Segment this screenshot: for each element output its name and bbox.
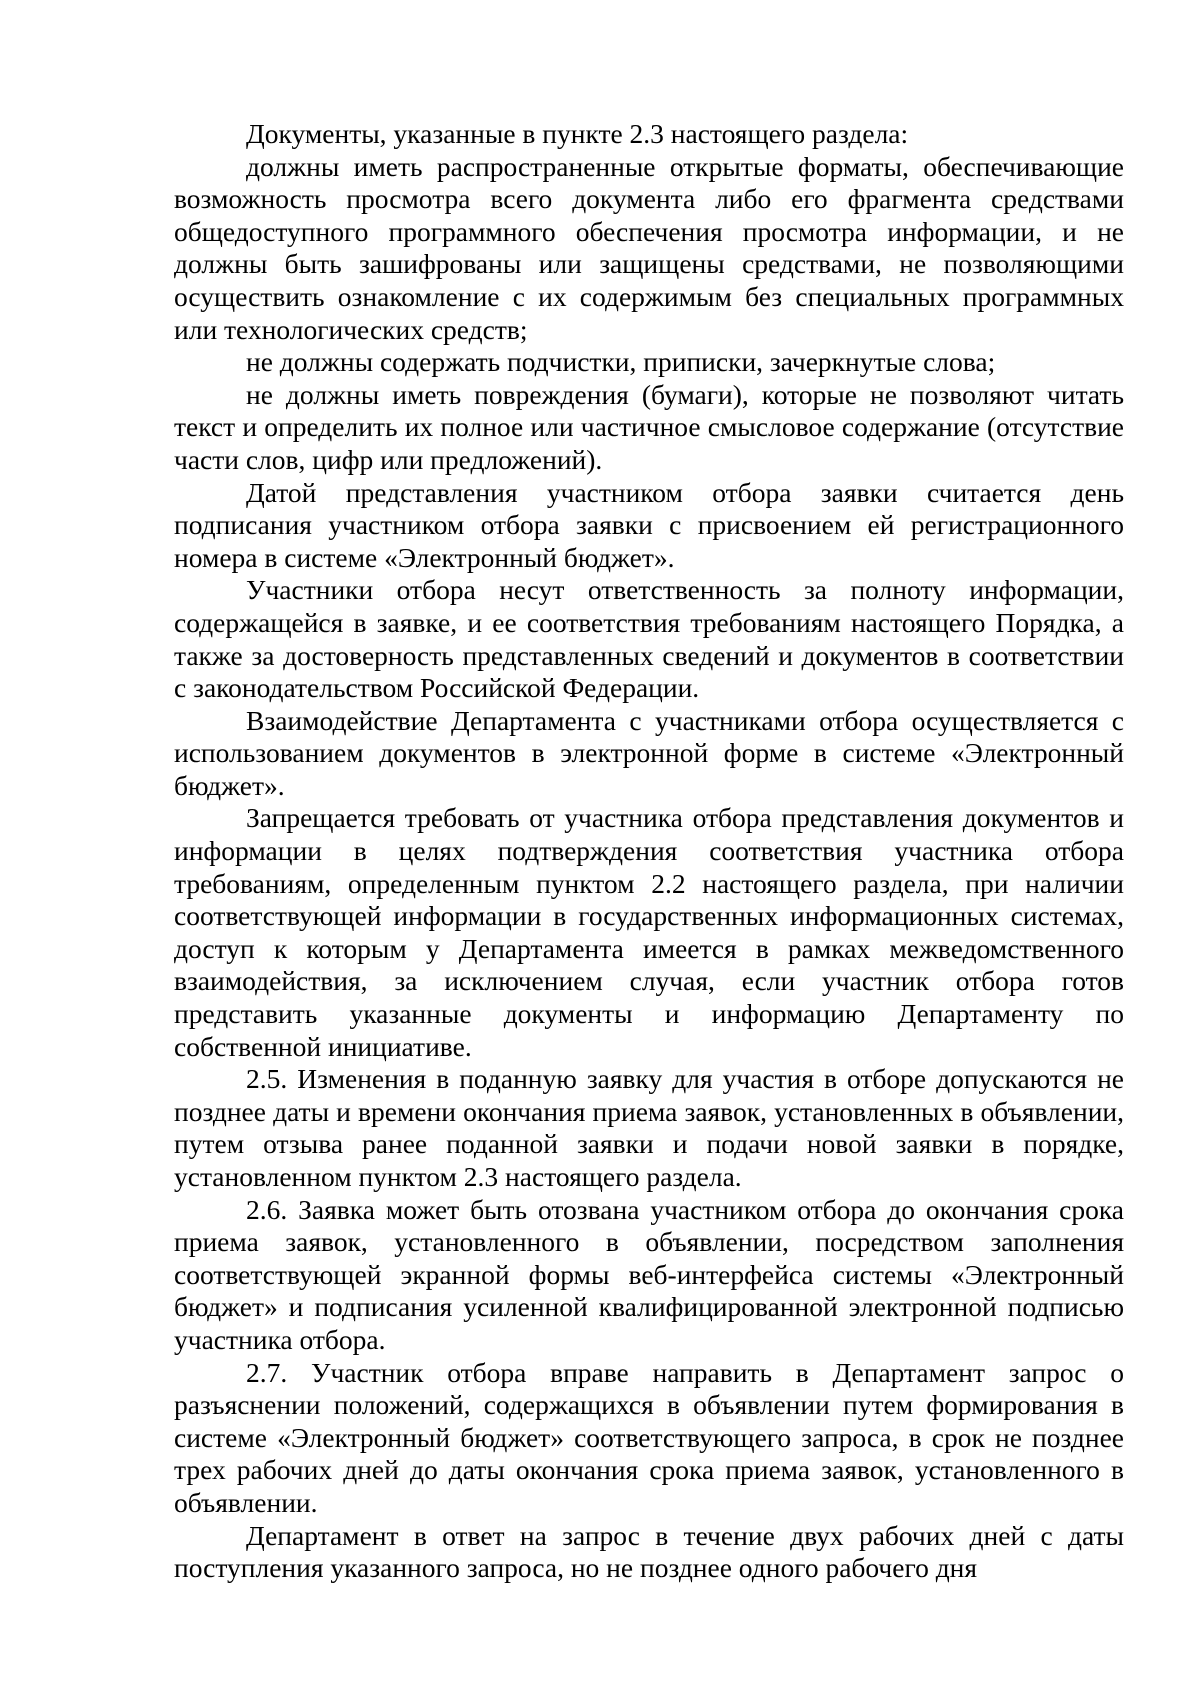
paragraph-formats: должны иметь распространенные открытые форматы, обеспечивающие возможность просмотра всего документа либо его фрагмента средствами общедоступного программного обеспечения просмотра информации, и не должны быть зашифрованы или защищены средствами, не позволяющими осуществить ознакомление с их содержимым без специальных программных или технологических средств;: [174, 150, 1124, 345]
paragraph-no-corrections: не должны содержать подчистки, приписки, зачеркнутые слова;: [246, 346, 996, 378]
paragraph-prohibition: Запрещается требовать от участника отбора представления документов и информации в целях подтверждения соответствия участника отбора требованиям, определенным пунктом 2.2 настоящего раздела, при наличии соответствующей информации в государственных информационных системах, доступ к которым у Департамента имеется в рамках межведомственного взаимодействия, за исключением случая, если участник отбора готов представить указанные документы и информацию Департаменту по собственной инициативе.: [174, 802, 1124, 1062]
paragraph-documents-intro: Документы, указанные в пункте 2.3 настоящего раздела:: [246, 118, 909, 149]
paragraph-responsibility: Участники отбора несут ответственность за полноту информации, содержащейся в заявке, и ее соответствия требованиям настоящего Порядка, а также за достоверность представленных сведений и документов в соответствии с законодательством Российской Федерации.: [174, 574, 1124, 704]
paragraph-no-damage: не должны иметь повреждения (бумаги), которые не позволяют читать текст и определить их полное или частичное смысловое содержание (отсутствие части слов, цифр или предложений).: [174, 378, 1124, 475]
paragraph-section-2-6: 2.6. Заявка может быть отозвана участником отбора до окончания срока приема заявок, установленного в объявлении, посредством заполнения соответствующей экранной формы веб-интерфейса системы «Электронный бюджет» и подписания усиленной квалифицированной электронной подписью участника отбора.: [174, 1193, 1124, 1355]
paragraph-department-response: Департамент в ответ на запрос в течение двух рабочих дней с даты поступления указанного запроса, но не позднее одного рабочего дня: [174, 1519, 1124, 1584]
paragraph-submission-date: Датой представления участником отбора заявки считается день подписания участником отбора заявки с присвоением ей регистрационного номера в системе «Электронный бюджет».: [174, 476, 1124, 573]
paragraph-interaction: Взаимодействие Департамента с участниками отбора осуществляется с использованием документов в электронной форме в системе «Электронный бюджет».: [174, 704, 1124, 801]
paragraph-section-2-7: 2.7. Участник отбора вправе направить в Департамент запрос о разъяснении положений, содержащихся в объявлении путем формирования в системе «Электронный бюджет» соответствующего запроса, в срок не позднее трех рабочих дней до даты окончания срока приема заявок, установленного в объявлении.: [174, 1356, 1124, 1518]
paragraph-section-2-5: 2.5. Изменения в поданную заявку для участия в отборе допускаются не позднее даты и времени окончания приема заявок, установленных в объявлении, путем отзыва ранее поданной заявки и подачи новой заявки в порядке, установленном пунктом 2.3 настоящего раздела.: [174, 1063, 1124, 1192]
document-page: [174, 118, 1124, 1585]
